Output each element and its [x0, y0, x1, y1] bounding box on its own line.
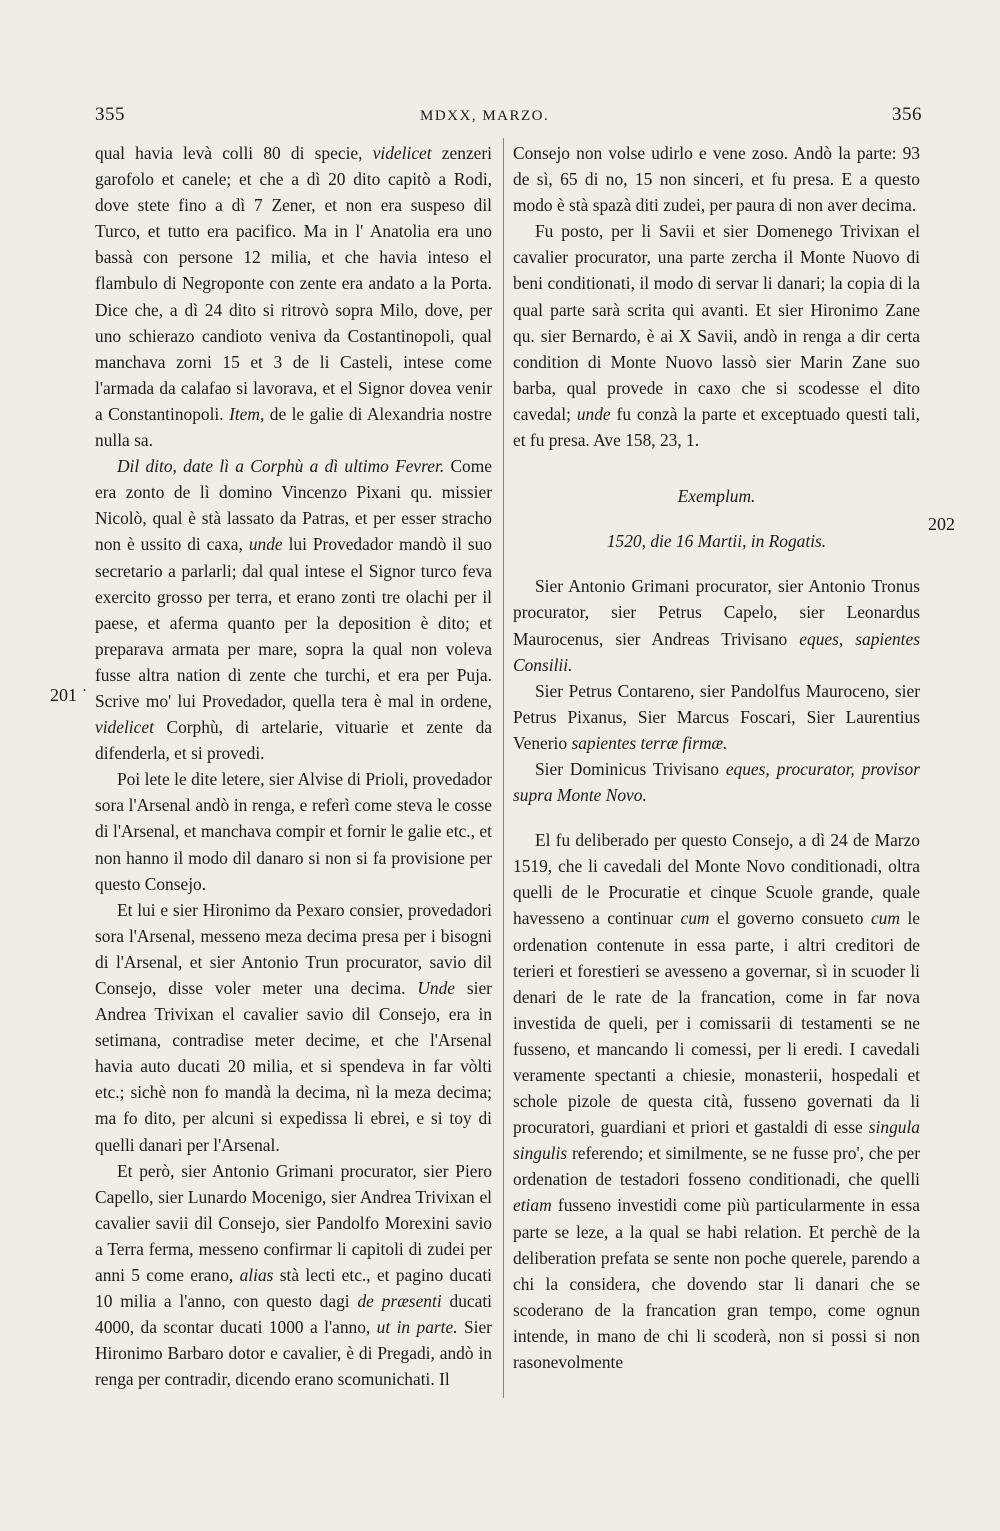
- paragraph: Dil dito, date lì a Corphù a dì ultimo Fevrer. Come era zonto de lì domino Vincenzo Pixani qu. missier Nicolò, qual è stà lassato da Patras, et per esser stracho non è ussito di caxa, unde lui Provedador mandò il suo secretario a parlarli; dal qual intese el Signor turco feva exercito grosso per terra, et erano zonti tre olachi per il paese, et aferma quanto per la deposition è dito; et preparava armata per mare, sopra la qual non voleva fusse altra nation di zente che turchi, et era per Puja. Scrive mo' lui Provedador, quella tera è mal in ordene, videlicet Corphù, di artelarie, vituarie et zente da difenderla, et si provedi.: [95, 456, 492, 764]
- paragraph: Sier Dominicus Trivisano eques, procurator, provisor supra Monte Novo.: [513, 758, 920, 806]
- paragraph: Et però, sier Antonio Grimani procurator, sier Piero Capello, sier Lunardo Mocenigo, sier Andrea Trivixan el cavalier savii dil Consejo, sier Pandolfo Morexini savio a Terra ferma, messeno confirmar li capitoli di zudei per anni 5 come erano, alias stà lecti etc., et pagino ducati 10 milia a l'anno, con questo dagi de præsenti ducati 4000, da scontar ducati 1000 a l'anno, ut in parte. Sier Hironimo Barbaro dotor e cavalier, è di Pregadi, andò in renga per contradir, dicendo erano scomunichati. Il: [95, 1160, 493, 1390]
- paragraph: Sier Petrus Contareno, sier Pandolfus Mauroceno, sier Petrus Pixanus, Sier Marcus Foscari, Sier Laurentius Venerio sapientes terræ firmæ.: [513, 680, 920, 753]
- page-number-right: 356: [892, 104, 922, 125]
- paragraph: Consejo non volse udirlo e vene zoso. Andò la parte: 93 de sì, 65 di no, 15 non sinceri, et fu presa. E a questo modo è stà spazà diti zudei, per paura di non aver decima.: [513, 143, 920, 216]
- paragraph: Et lui e sier Hironimo da Pexaro consier, provedadori sora l'Arsenal, messeno meza decima presa per i bisogni di l'Arsenal, et sier Antonio Trun procurator, savio dil Consejo, disse voler meter una decima. Unde sier Andrea Trivixan el cavalier savio dil Consejo, era in setimana, contradise meter decime, et che l'Arsenal havia auto ducati 20 milia, et si spendeva in far vòlti etc.; sichè non fo mandà la decima, nì la meza decima; ma fo dito, per alcuni si expedissa li ebrei, e si toy di quelli danari per l'Arsenal.: [95, 899, 492, 1155]
- paragraph: Poi lete le dite letere, sier Alvise di Prioli, provedador sora l'Arsenal andò in renga, e referì come steva le cosse di l'Arsenal, et manchava compir et fornir le galie etc., et non hanno il modo dil danaro si non si fa provisione per questo Consejo.: [95, 769, 492, 894]
- paragraph: El fu deliberado per questo Consejo, a dì 24 de Marzo 1519, che li cavedali del Monte Novo conditionadi, oltra quelli de le Procuratie et cinque Scuole grande, quale havesseno a continuar cum el governo consueto cum le ordenation contenute in essa parte, i altri creditori de terieri et forestieri se avesseno a governar, sì in scuoder li denari de le rate de la francation, come in far nova investida de queli, per i comissarii di testamenti se ne fusseno, et mancando li comessi, per li eredi. I cavedali veramente spectanti a chiesie, monasterii, hospedali et schole pizole de questa cità, fusseno governati da li procuratori, guardiani et priori et gastaldi di esse singula singulis referendo; et similmente, se ne fusse pro', che per ordenation de testadori fosseno conditionadi, che quelli etiam fusseno investidi come più particularmente in essa parte se leze, a la qual se habi relation. Et perchè de la deliberation prefata se sente non poche querele, parendo a chi la considera, che dovendo star li danari che se scoderano de la francation gran tempo, come ognun intende, in mano de chi li scoderà, non si possi si non rasonevolmente: [513, 830, 921, 1373]
- date-heading: 1520, die 16 Martii, in Rogatis.: [606, 531, 827, 552]
- paragraph: qual havia levà colli 80 di specie, videlicet zenzeri garofolo et canele; et che a dì 20 dito capitò a Rodi, dove stete fino a dì 7 Zener, et non era suspeso dil Turco, et tutto era pacifico. Ma in l' Anatolia era uno bassà con persone 12 milia, et che havia inteso el flambulo di Negroponte con zente era andato a la Porta. Dice che, a dì 24 dito si ritrovò sopra Milo, dove, per uno schierazo candioto veniva da Costantinopoli, qual manchava zorni 15 et 3 de li Casteli, intese come l'armada da calafao si lavorava, et el Signor dovea venir a Constantinopoli. Item, de le galie di Alexandria nostre nulla sa.: [95, 143, 493, 451]
- paragraph: Sier Antonio Grimani procurator, sier Antonio Tronus procurator, sier Petrus Capelo, sier Leonardus Maurocenus, sier Andreas Trivisano eques, sapientes Consilii.: [513, 576, 920, 675]
- margin-note-left: 201 ˙: [50, 685, 88, 705]
- paragraph: Fu posto, per li Savii et sier Domenego Trivixan el cavalier procurator, una parte zercha il Monte Nuovo di beni conditionati, il modo di servar li danari; la copia di la qual parte sarà scrita qui avanti. Et sier Hironimo Zane qu. sier Bernardo, è ai X Savii, andò in renga a dir certa condition di Monte Nuovo lassò sier Marin Zane suo barba, qual provede in caxo che si scodesse el dito cavedal; unde fu conzà la parte et exceptuado questi tali, et fu presa. Ave 158, 23, 1.: [513, 221, 920, 451]
- column-divider: [503, 138, 504, 1398]
- running-title: MDXX, MARZO.: [420, 108, 550, 124]
- margin-note-right: 202: [928, 514, 955, 534]
- page-number-left: 355: [95, 104, 125, 125]
- section-heading-exemplum: Exemplum.: [677, 486, 756, 507]
- right-column: [513, 140, 920, 1375]
- left-column: [95, 140, 492, 1393]
